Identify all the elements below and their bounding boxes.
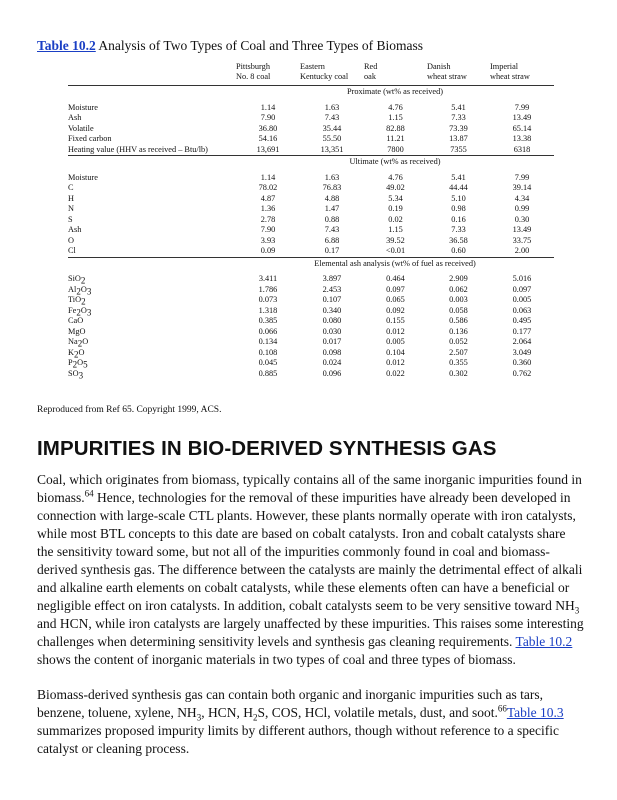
table-cell: 4.87 [260, 193, 276, 203]
table-caption-text: Analysis of Two Types of Coal and Three Types of Biomass [95, 38, 424, 53]
table-cell: 7.43 [324, 225, 340, 234]
table-cell: 0.063 [512, 305, 532, 315]
table-cell: 0.340 [322, 305, 342, 315]
table-cell: 13,691 [256, 144, 280, 154]
row-label-part: K [68, 347, 74, 357]
table-cell: 0.98 [451, 204, 466, 213]
table-cell: 0.885 [258, 368, 278, 378]
table-cell: 0.17 [324, 246, 340, 255]
table-cell: 4.76 [388, 172, 403, 182]
table-cell: <0.01 [385, 246, 406, 255]
column-header-line: Red [364, 62, 378, 71]
table-row [68, 173, 554, 184]
table-row [68, 103, 554, 114]
table-cell: 13.38 [512, 134, 532, 143]
column-header-line: Kentucky coal [300, 71, 349, 81]
row-label-part: 2 [76, 307, 81, 318]
column-header-line: Imperial [490, 62, 519, 71]
section-title: Proximate (wt% as received) [236, 86, 554, 98]
paragraph-2: Biomass-derived synthesis gas can contain both organic and inorganic impurities such as tars, benzene, toluene, xylene, $NH_3$, HCN, $H_2S$, COS, HCl, volatile metals, dust, and soot.$^{66}$Table 10.3 summarizes proposed impurity limits by different authors, though without reference to a specific catalyst or cleaning process. [37, 687, 564, 756]
section-title-spacer [68, 156, 236, 168]
row-label-part: CaO [68, 316, 84, 325]
table-cell: 0.005 [512, 295, 532, 304]
table-cell: 0.385 [258, 316, 278, 325]
table-cell: 4.76 [388, 102, 403, 112]
section-title-row [68, 156, 554, 168]
table-cell: 0.136 [449, 326, 468, 336]
table-cell: 5.41 [451, 172, 466, 182]
footnote-ref-64: 64 [84, 488, 94, 499]
column-header-line: wheat straw [427, 71, 467, 81]
table-cell: 55.50 [322, 134, 342, 143]
table-cell: 13.49 [512, 225, 532, 234]
row-label-part: 2 [77, 338, 83, 349]
section-title-spacer [68, 257, 236, 269]
table-cell: 7.99 [514, 172, 530, 182]
table-cell: 1.318 [258, 305, 278, 315]
table-row [68, 183, 554, 194]
row-label-part: O [78, 347, 85, 357]
copyright-note: Reproduced from Ref 65. Copyright 1999, ACS. [37, 405, 222, 415]
row-label-part: O [80, 305, 87, 315]
column-header-line: wheat straw [490, 71, 530, 81]
table-cell: 1.63 [324, 172, 340, 182]
table-row [68, 134, 554, 145]
table-row [68, 215, 554, 226]
row-label-part: 3 [78, 370, 84, 381]
table-cell: 0.19 [388, 204, 403, 213]
table-cell: 0.003 [449, 295, 468, 304]
column-header [300, 60, 364, 86]
table-cell: 2.064 [512, 337, 532, 346]
table-row [68, 327, 554, 338]
table-10-2-link[interactable]: Table 10.2 [515, 634, 573, 649]
row-label-part: Na [68, 337, 78, 346]
table-cell: 3.049 [512, 347, 532, 357]
row-label: S [68, 214, 73, 224]
table-cell: 0.062 [449, 284, 468, 294]
row-label-part: 3 [86, 307, 92, 318]
row-label: Cl [68, 246, 76, 255]
row-label-part: 5 [83, 359, 88, 370]
table-cell: 0.107 [322, 295, 342, 304]
table-cell: 3.411 [258, 274, 278, 283]
row-label-part: SiO [68, 274, 81, 283]
table-row [68, 145, 554, 156]
row-label: Volatile [68, 123, 94, 133]
row-label-part: O [77, 358, 84, 367]
column-header [427, 60, 490, 86]
table-cell: 0.065 [386, 295, 405, 304]
table-cell: 0.762 [512, 368, 532, 378]
table-row [68, 246, 554, 257]
row-label-part: Fe [68, 305, 77, 315]
row-label [68, 316, 236, 327]
column-header-line: Eastern [300, 62, 325, 71]
table-cell: 7.99 [514, 102, 530, 112]
table-cell: 6318 [513, 144, 531, 154]
table-cell: 0.155 [386, 316, 405, 325]
section-heading: IMPURITIES IN BIO-DERIVED SYNTHESIS GAS [37, 437, 497, 460]
table-cell: 0.495 [512, 316, 532, 325]
table-cell: 13,351 [320, 144, 344, 154]
row-label-part: MgO [68, 326, 86, 336]
table-cell: 13.87 [449, 134, 468, 143]
row-label-part: O [82, 337, 89, 346]
table-cell: 0.096 [322, 368, 342, 378]
row-label-part: SO [68, 368, 79, 378]
header-empty-cell [68, 60, 236, 86]
table-cell: 5.016 [512, 274, 532, 283]
table-cell: 39.52 [386, 235, 405, 245]
table-cell: 1.14 [260, 172, 276, 182]
table-cell: 44.44 [449, 183, 468, 192]
table-cell: 36.58 [449, 235, 468, 245]
table-row [68, 113, 554, 124]
row-label: Heating value (HHV as received – Btu/lb) [68, 144, 208, 154]
table-body [68, 60, 554, 379]
section-title-row [68, 86, 554, 98]
table-cell: 7.90 [260, 113, 276, 122]
row-label: H [68, 193, 74, 203]
table-row [68, 236, 554, 247]
table-cell: 82.88 [386, 123, 405, 133]
table-cell: 2.909 [449, 274, 468, 283]
table-cell: 1.786 [258, 284, 278, 294]
table-row [68, 369, 554, 380]
column-header-line: No. 8 coal [236, 71, 271, 81]
table-cell: 0.092 [386, 305, 405, 315]
table-cell: 33.75 [512, 235, 532, 245]
table-cell: 0.108 [258, 347, 278, 357]
table-cell: 54.16 [258, 134, 278, 143]
table-cell: 0.464 [386, 274, 405, 283]
table-cell: 0.052 [449, 337, 468, 346]
row-label: C [68, 183, 74, 192]
section-title-spacer [68, 86, 236, 98]
table-cell: 0.99 [514, 204, 530, 213]
table-cell: 2.78 [260, 214, 276, 224]
table-cell: 1.15 [388, 225, 403, 234]
table-cell: 11.21 [386, 134, 405, 143]
row-label: Fixed carbon [68, 134, 112, 143]
table-cell: 5.34 [388, 193, 403, 203]
table-cell: 0.177 [512, 326, 532, 336]
row-label: Ash [68, 225, 82, 234]
table-cell: 0.098 [322, 347, 342, 357]
table-row [68, 285, 554, 296]
row-label-part: P [68, 358, 73, 367]
table-row [68, 295, 554, 306]
table-cell: 4.34 [514, 193, 530, 203]
row-label: Ash [68, 113, 82, 122]
table-row [68, 124, 554, 135]
column-header-line: oak [364, 71, 376, 81]
table-cell: 0.02 [388, 214, 403, 224]
table-cell: 2.453 [322, 284, 342, 294]
table-cell: 0.360 [512, 358, 532, 367]
row-label [68, 274, 236, 285]
table-cell: 76.83 [322, 183, 342, 192]
row-label-part: 2 [80, 275, 86, 286]
coal-biomass-table-wrap [68, 60, 554, 379]
table-cell: 0.097 [512, 284, 532, 294]
coal-biomass-table [68, 60, 554, 379]
table-cell: 3.897 [322, 274, 342, 283]
table-cell: 0.005 [386, 337, 405, 346]
table-cell: 6.88 [324, 235, 340, 245]
table-cell: 35.44 [322, 123, 342, 133]
table-cell: 5.10 [451, 193, 466, 203]
table-cell: 0.60 [451, 246, 466, 255]
table-cell: 49.02 [386, 183, 405, 192]
table-cell: 3.93 [260, 235, 276, 245]
table-cell: 0.017 [322, 337, 342, 346]
row-label-part: TiO [68, 295, 82, 304]
row-label [68, 295, 236, 306]
row-label-part: 2 [72, 359, 78, 370]
row-label [68, 337, 236, 348]
table-cell: 0.104 [386, 347, 405, 357]
table-cell: 0.134 [258, 337, 278, 346]
table-cell: 0.058 [449, 305, 468, 315]
table-row [68, 348, 554, 359]
table-cell: 7.43 [324, 113, 340, 122]
table-cell: 1.36 [260, 204, 276, 213]
table-caption-link[interactable]: Table 10.2 [37, 38, 96, 53]
row-label [68, 369, 236, 380]
paragraph-1: Coal, which originates from biomass, typically contains all of the same inorganic impurities found in biomass.$^{64}$ Hence, technologies for the removal of these impurities have already been developed in connection with large-scale CTL plants. However, these plants normally operate with iron catalysts, while most BTL concepts to this date are based on cobalt catalysts. Iron and cobalt catalysts share the sensitivity toward some, but not all of the impurities commonly found in coal and biomass-derived synthesis gas. The difference between the catalysts are mainly the detrimental effect of alkali and alkaline earth elements on cobalt catalysts, while these elements often can have a beneficial or negligible effect on iron catalysts. In addition, cobalt catalysts seem to be very sensitive toward $NH_3$ and HCN, while iron catalysts are largely unaffected by these impurities. This raises some interesting challenges when determining sensitivity levels and synthesis gas cleaning requirements. Table 10.2 shows the content of inorganic materials in two types of coal and three types of biomass. [37, 472, 584, 667]
table-cell: 0.09 [260, 246, 276, 255]
row-label: Moisture [68, 102, 98, 112]
row-label-part: 2 [81, 296, 86, 307]
section-title: Elemental ash analysis (wt% of fuel as received) [236, 257, 554, 269]
table-cell: 39.14 [512, 183, 532, 192]
row-label-part: O [80, 284, 87, 294]
table-cell: 36.80 [258, 123, 278, 133]
table-cell: 4.88 [324, 193, 340, 203]
table-cell: 2.00 [514, 246, 530, 255]
section-title-row [68, 257, 554, 269]
table-cell: 0.045 [258, 358, 278, 367]
row-label [68, 306, 236, 317]
table-cell: 0.066 [258, 326, 278, 336]
table-row [68, 306, 554, 317]
row-label: Moisture [68, 172, 98, 182]
table-cell: 0.024 [322, 358, 342, 367]
row-label-part: 3 [86, 286, 92, 297]
column-header [490, 60, 554, 86]
table-cell: 1.63 [324, 102, 340, 112]
table-cell: 5.41 [451, 102, 466, 112]
table-row [68, 204, 554, 215]
table-10-3-link[interactable]: Table 10.3 [506, 705, 564, 720]
column-header-line: Danish [427, 62, 451, 71]
table-cell: 1.15 [388, 113, 403, 122]
table-cell: 0.88 [324, 214, 340, 224]
table-row [68, 274, 554, 285]
table-cell: 0.080 [322, 316, 342, 325]
table-cell: 73.39 [449, 123, 468, 133]
table-cell: 0.30 [514, 214, 530, 224]
row-label [68, 358, 236, 369]
row-label-part: Al [68, 284, 77, 294]
table-cell: 0.355 [449, 358, 468, 367]
table-row [68, 225, 554, 236]
row-label-part: 2 [74, 349, 79, 360]
table-cell: 0.073 [258, 295, 278, 304]
table-cell: 7.90 [260, 225, 276, 234]
table-cell: 2.507 [449, 347, 468, 357]
table-cell: 7800 [387, 144, 404, 154]
table-cell: 1.47 [324, 204, 340, 213]
table-header-row [68, 60, 554, 86]
row-label [68, 285, 236, 296]
row-label [68, 327, 236, 338]
table-cell: 0.302 [449, 368, 468, 378]
row-label [68, 348, 236, 359]
row-label-part: 2 [76, 286, 81, 297]
column-header [236, 60, 300, 86]
section-title: Ultimate (wt% as received) [236, 156, 554, 168]
table-cell: 0.022 [386, 368, 405, 378]
row-label: N [68, 204, 74, 213]
column-header [364, 60, 427, 86]
table-cell: 0.586 [449, 316, 468, 325]
table-cell: 0.030 [322, 326, 342, 336]
table-row [68, 358, 554, 369]
table-row [68, 337, 554, 348]
table-cell: 0.012 [386, 326, 405, 336]
column-header-line: Pittsburgh [236, 62, 270, 71]
table-cell: 7.33 [451, 113, 466, 122]
row-label: O [68, 235, 74, 245]
table-caption [37, 37, 597, 55]
table-cell: 65.14 [512, 123, 532, 133]
footnote-ref-66: 66 [497, 703, 507, 714]
table-cell: 1.14 [260, 102, 276, 112]
table-cell: 78.02 [258, 183, 278, 192]
table-cell: 0.097 [386, 284, 405, 294]
table-cell: 7355 [450, 144, 467, 154]
table-cell: 0.16 [451, 214, 466, 224]
table-row [68, 194, 554, 205]
table-cell: 13.49 [512, 113, 532, 122]
table-row [68, 316, 554, 327]
table-cell: 7.33 [451, 225, 466, 234]
table-cell: 0.012 [386, 358, 405, 367]
